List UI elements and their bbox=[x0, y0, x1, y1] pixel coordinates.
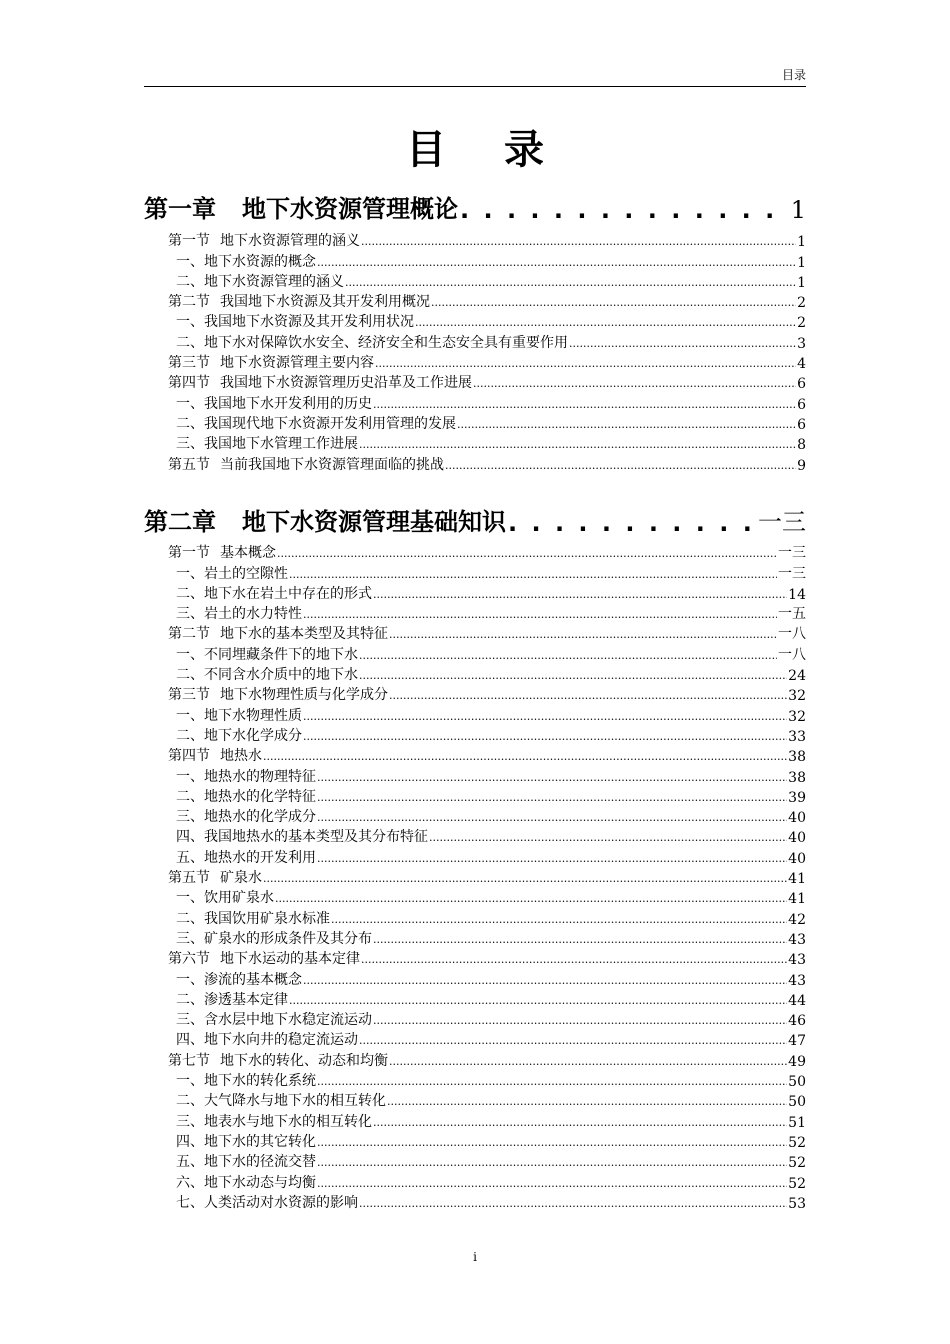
dot-leader bbox=[359, 668, 787, 684]
dot-leader bbox=[289, 993, 787, 1009]
dot-leader bbox=[389, 688, 787, 704]
toc-subsection-entry[interactable] bbox=[168, 826, 806, 846]
entry-page-number: 一三 bbox=[778, 565, 806, 582]
page-title: 目 录 bbox=[406, 126, 566, 173]
dot-leader bbox=[345, 275, 796, 291]
section-number: 第四节 bbox=[168, 375, 210, 392]
entry-title: 七、人类活动对水资源的影响 bbox=[176, 1194, 358, 1211]
toc-subsection-entry[interactable] bbox=[168, 603, 806, 623]
entry-title: 地下水的转化、动态和均衡 bbox=[220, 1052, 388, 1069]
toc-subsection-entry[interactable] bbox=[168, 725, 806, 745]
dot-leader bbox=[359, 1033, 787, 1049]
dot-leader bbox=[373, 1013, 787, 1029]
dot-leader bbox=[445, 458, 796, 474]
toc-subsection-entry[interactable] bbox=[168, 311, 806, 331]
section-number: 第三节 bbox=[168, 355, 210, 372]
dot-leader bbox=[303, 729, 787, 745]
dot-leader bbox=[387, 1094, 787, 1110]
toc-chapter-heading[interactable] bbox=[144, 503, 806, 537]
entry-page-number: 32 bbox=[788, 688, 806, 705]
toc-subsection-entry[interactable] bbox=[168, 271, 806, 291]
toc-subsection-entry[interactable] bbox=[168, 704, 806, 724]
toc-subsection-entry[interactable] bbox=[168, 846, 806, 866]
dot-leader bbox=[275, 891, 787, 907]
entry-page-number: 38 bbox=[788, 769, 806, 786]
entry-page-number: 43 bbox=[788, 972, 806, 989]
dot-leader bbox=[303, 709, 787, 725]
dot-leader bbox=[415, 315, 796, 331]
toc-section-entry[interactable] bbox=[168, 867, 806, 887]
toc-section-entry[interactable] bbox=[168, 1049, 806, 1069]
toc-section-entry[interactable] bbox=[168, 372, 806, 392]
entry-page-number: 4 bbox=[797, 356, 806, 373]
entry-title: 三、矿泉水的形成条件及其分布 bbox=[176, 930, 372, 947]
entry-page-number: 一八 bbox=[778, 646, 806, 663]
dot-leader bbox=[317, 1074, 787, 1090]
entry-title: 二、大气降水与地下水的相互转化 bbox=[176, 1093, 386, 1110]
entry-title: 地下水的基本类型及其特征 bbox=[220, 626, 388, 643]
toc-subsection-entry[interactable] bbox=[168, 968, 806, 988]
section-number: 第五节 bbox=[168, 870, 210, 887]
dot-leader bbox=[359, 437, 796, 453]
entry-title: 地下水运动的基本定律 bbox=[220, 951, 360, 968]
entry-page-number: 39 bbox=[788, 789, 806, 806]
entry-page-number: 43 bbox=[788, 931, 806, 948]
toc-section-entry[interactable] bbox=[168, 291, 806, 311]
entry-title: 二、地下水资源管理的涵义 bbox=[176, 273, 344, 290]
entry-title: 地下水物理性质与化学成分 bbox=[220, 687, 388, 704]
toc-subsection-entry[interactable] bbox=[168, 1151, 806, 1171]
section-number: 第四节 bbox=[168, 748, 210, 765]
dot-leader bbox=[317, 790, 787, 806]
entry-page-number: 2 bbox=[797, 315, 806, 332]
entry-title: 一、岩土的空隙性 bbox=[176, 565, 288, 582]
section-number: 第七节 bbox=[168, 1052, 210, 1069]
entry-page-number: 1 bbox=[797, 274, 806, 291]
entry-page-number: 40 bbox=[788, 850, 806, 867]
entry-page-number: 51 bbox=[788, 1114, 806, 1131]
entry-title: 三、我国地下水管理工作进展 bbox=[176, 436, 358, 453]
dot-leader bbox=[317, 851, 787, 867]
toc-subsection-entry[interactable] bbox=[168, 643, 806, 663]
entry-page-number: 42 bbox=[788, 911, 806, 928]
entry-page-number: 24 bbox=[788, 668, 806, 685]
dot-leader bbox=[317, 1135, 787, 1151]
dot-leader bbox=[508, 509, 756, 537]
chapter-title: 地下水资源管理基础知识 bbox=[242, 508, 506, 536]
entry-title: 一、渗流的基本概念 bbox=[176, 971, 302, 988]
header-text: 目录 bbox=[781, 68, 806, 82]
entry-page-number: 52 bbox=[788, 1175, 806, 1192]
toc-subsection-entry[interactable] bbox=[168, 664, 806, 684]
entry-title: 矿泉水 bbox=[220, 870, 262, 887]
chapter-number: 第一章 bbox=[144, 195, 216, 223]
entry-title: 我国地下水资源管理历史沿革及工作进展 bbox=[220, 375, 472, 392]
entry-page-number: 53 bbox=[788, 1195, 806, 1212]
dot-leader bbox=[361, 952, 787, 968]
entry-page-number: 一三 bbox=[778, 545, 806, 562]
entry-page-number: 41 bbox=[788, 891, 806, 908]
dot-leader bbox=[473, 376, 796, 392]
section-number: 第三节 bbox=[168, 687, 210, 704]
dot-leader bbox=[569, 336, 796, 352]
toc-subsection-entry[interactable] bbox=[168, 562, 806, 582]
toc-subsection-entry[interactable] bbox=[168, 786, 806, 806]
dot-leader bbox=[277, 546, 777, 562]
entry-title: 地热水 bbox=[220, 748, 262, 765]
entry-title: 一、地下水的转化系统 bbox=[176, 1073, 316, 1090]
entry-page-number: 6 bbox=[797, 396, 806, 413]
entry-title: 一、我国地下水开发利用的历史 bbox=[176, 395, 372, 412]
toc-chapter-heading[interactable] bbox=[144, 190, 806, 224]
toc-section-entry[interactable] bbox=[168, 230, 806, 250]
entry-page-number: 3 bbox=[797, 335, 806, 352]
entry-page-number: 50 bbox=[788, 1074, 806, 1091]
chapter-page-number: 1 bbox=[790, 196, 806, 224]
toc-subsection-entry[interactable] bbox=[168, 1029, 806, 1049]
entry-title: 一、不同埋藏条件下的地下水 bbox=[176, 646, 358, 663]
toc-subsection-entry[interactable] bbox=[168, 433, 806, 453]
dot-leader bbox=[317, 1155, 787, 1171]
chapter-page-number: 一三 bbox=[758, 508, 806, 536]
dot-leader bbox=[429, 830, 787, 846]
entry-page-number: 1 bbox=[797, 254, 806, 271]
toc-subsection-entry[interactable] bbox=[168, 1070, 806, 1090]
dot-leader bbox=[389, 1054, 787, 1070]
entry-title: 地下水资源管理的涵义 bbox=[220, 233, 360, 250]
dot-leader bbox=[317, 255, 796, 271]
entry-page-number: 38 bbox=[788, 749, 806, 766]
entry-page-number: 14 bbox=[788, 586, 806, 603]
chapter-title: 地下水资源管理概论 bbox=[242, 195, 458, 223]
entry-title: 一、地热水的物理特征 bbox=[176, 768, 316, 785]
entry-page-number: 40 bbox=[788, 810, 806, 827]
entry-title: 五、地热水的开发利用 bbox=[176, 849, 316, 866]
dot-leader bbox=[359, 648, 777, 664]
entry-title: 我国地下水资源及其开发利用概况 bbox=[220, 294, 430, 311]
section-number: 第六节 bbox=[168, 951, 210, 968]
dot-leader bbox=[460, 196, 789, 224]
dot-leader bbox=[457, 417, 796, 433]
toc-section-entry[interactable] bbox=[168, 745, 806, 765]
dot-leader bbox=[373, 397, 796, 413]
section-number: 第一节 bbox=[168, 545, 210, 562]
toc-section-entry[interactable] bbox=[168, 453, 806, 473]
entry-page-number: 2 bbox=[797, 295, 806, 312]
entry-title: 基本概念 bbox=[220, 545, 276, 562]
entry-page-number: 6 bbox=[797, 376, 806, 393]
dot-leader bbox=[389, 627, 777, 643]
entry-page-number: 一八 bbox=[778, 626, 806, 643]
dot-leader bbox=[373, 587, 787, 603]
toc-subsection-entry[interactable] bbox=[168, 1171, 806, 1191]
entry-title: 二、我国现代地下水资源开发利用管理的发展 bbox=[176, 415, 456, 432]
entry-title: 六、地下水动态与均衡 bbox=[176, 1174, 316, 1191]
dot-leader bbox=[359, 1196, 787, 1212]
entry-title: 二、地下水在岩土中存在的形式 bbox=[176, 585, 372, 602]
toc-section-entry[interactable] bbox=[168, 542, 806, 562]
entry-page-number: 一五 bbox=[778, 606, 806, 623]
toc-entry-list bbox=[168, 230, 806, 474]
toc-subsection-entry[interactable] bbox=[168, 250, 806, 270]
toc-subsection-entry[interactable] bbox=[168, 413, 806, 433]
toc-subsection-entry[interactable] bbox=[168, 907, 806, 927]
entry-title: 四、地下水向井的稳定流运动 bbox=[176, 1032, 358, 1049]
toc-subsection-entry[interactable] bbox=[168, 806, 806, 826]
entry-page-number: 6 bbox=[797, 416, 806, 433]
entry-page-number: 33 bbox=[788, 728, 806, 745]
dot-leader bbox=[263, 871, 787, 887]
toc-subsection-entry[interactable] bbox=[168, 583, 806, 603]
toc-entry-list bbox=[168, 542, 806, 1212]
toc-subsection-entry[interactable] bbox=[168, 392, 806, 412]
entry-title: 五、地下水的径流交替 bbox=[176, 1154, 316, 1171]
toc-subsection-entry[interactable] bbox=[168, 989, 806, 1009]
toc-subsection-entry[interactable] bbox=[168, 1009, 806, 1029]
entry-page-number: 50 bbox=[788, 1094, 806, 1111]
entry-page-number: 43 bbox=[788, 952, 806, 969]
toc-section-entry[interactable] bbox=[168, 948, 806, 968]
entry-page-number: 44 bbox=[788, 992, 806, 1009]
entry-page-number: 41 bbox=[788, 871, 806, 888]
dot-leader bbox=[361, 234, 796, 250]
entry-title: 三、岩土的水力特性 bbox=[176, 606, 302, 623]
entry-page-number: 40 bbox=[788, 830, 806, 847]
entry-page-number: 52 bbox=[788, 1134, 806, 1151]
dot-leader bbox=[375, 356, 796, 372]
toc-section-entry[interactable] bbox=[168, 684, 806, 704]
toc-subsection-entry[interactable] bbox=[168, 1192, 806, 1212]
entry-title: 一、我国地下水资源及其开发利用状况 bbox=[176, 314, 414, 331]
entry-page-number: 32 bbox=[788, 708, 806, 725]
toc-subsection-entry[interactable] bbox=[168, 1090, 806, 1110]
toc-section-entry[interactable] bbox=[168, 352, 806, 372]
entry-page-number: 52 bbox=[788, 1155, 806, 1172]
entry-title: 一、地下水资源的概念 bbox=[176, 253, 316, 270]
entry-title: 二、渗透基本定律 bbox=[176, 991, 288, 1008]
dot-leader bbox=[317, 770, 787, 786]
dot-leader bbox=[303, 973, 787, 989]
dot-leader bbox=[331, 912, 787, 928]
section-number: 第五节 bbox=[168, 456, 210, 473]
entry-title: 三、地热水的化学成分 bbox=[176, 809, 316, 826]
section-number: 第二节 bbox=[168, 626, 210, 643]
section-number: 第一节 bbox=[168, 233, 210, 250]
toc-subsection-entry[interactable] bbox=[168, 331, 806, 351]
entry-title: 地下水资源管理主要内容 bbox=[220, 355, 374, 372]
entry-title: 二、地热水的化学特征 bbox=[176, 788, 316, 805]
entry-page-number: 49 bbox=[788, 1053, 806, 1070]
entry-title: 二、地下水化学成分 bbox=[176, 727, 302, 744]
toc-subsection-entry[interactable] bbox=[168, 765, 806, 785]
toc-subsection-entry[interactable] bbox=[168, 1110, 806, 1130]
entry-title: 一、饮用矿泉水 bbox=[176, 890, 274, 907]
entry-page-number: 46 bbox=[788, 1013, 806, 1030]
toc-section-entry[interactable] bbox=[168, 623, 806, 643]
dot-leader bbox=[317, 810, 787, 826]
entry-page-number: 9 bbox=[797, 457, 806, 474]
entry-title: 二、地下水对保障饮水安全、经济安全和生态安全具有重要作用 bbox=[176, 334, 568, 351]
page-number: i bbox=[473, 1250, 477, 1264]
entry-title: 当前我国地下水资源管理面临的挑战 bbox=[220, 456, 444, 473]
dot-leader bbox=[373, 1115, 787, 1131]
entry-page-number: 8 bbox=[797, 437, 806, 454]
dot-leader bbox=[373, 932, 787, 948]
dot-leader bbox=[431, 295, 796, 311]
dot-leader bbox=[317, 1176, 787, 1192]
entry-title: 三、地表水与地下水的相互转化 bbox=[176, 1113, 372, 1130]
toc-subsection-entry[interactable] bbox=[168, 887, 806, 907]
entry-title: 一、地下水物理性质 bbox=[176, 707, 302, 724]
chapter-number: 第二章 bbox=[144, 508, 216, 536]
section-number: 第二节 bbox=[168, 294, 210, 311]
entry-title: 四、我国地热水的基本类型及其分布特征 bbox=[176, 829, 428, 846]
entry-page-number: 1 bbox=[797, 234, 806, 251]
entry-page-number: 47 bbox=[788, 1033, 806, 1050]
entry-title: 四、地下水的其它转化 bbox=[176, 1133, 316, 1150]
toc-subsection-entry[interactable] bbox=[168, 1131, 806, 1151]
dot-leader bbox=[303, 607, 777, 623]
entry-title: 三、含水层中地下水稳定流运动 bbox=[176, 1012, 372, 1029]
entry-title: 二、不同含水介质中的地下水 bbox=[176, 667, 358, 684]
dot-leader bbox=[263, 749, 787, 765]
dot-leader bbox=[289, 567, 777, 583]
entry-title: 二、我国饮用矿泉水标准 bbox=[176, 910, 330, 927]
running-header bbox=[144, 66, 806, 87]
toc-subsection-entry[interactable] bbox=[168, 928, 806, 948]
